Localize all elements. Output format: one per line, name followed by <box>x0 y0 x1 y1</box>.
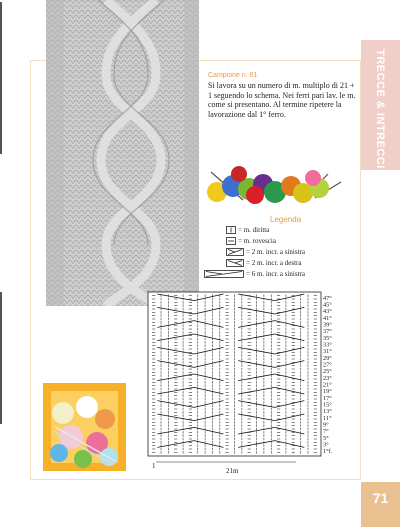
legend-item <box>200 236 350 246</box>
row-label: 31° <box>323 348 332 356</box>
legend-item <box>200 247 350 257</box>
row-label: 39° <box>323 321 332 329</box>
row-label: 35° <box>323 334 332 342</box>
row-label: 7° <box>323 428 329 436</box>
sample-title: Campione n. 61 <box>208 72 258 79</box>
page-number: 71 <box>372 490 389 506</box>
page-edge-bottom <box>0 292 2 424</box>
row-label: 15° <box>323 401 332 409</box>
chart-repeat-label: 21m <box>226 467 239 475</box>
legend-label: = 2 m. incr. a sinistra <box>246 248 305 256</box>
cross-2-right-icon <box>226 259 244 267</box>
legend-item <box>200 258 350 268</box>
yarn-basket-photo <box>43 383 126 471</box>
chart-row-labels <box>323 295 333 455</box>
row-label: 3° <box>323 441 329 449</box>
row-label: 13° <box>323 408 332 416</box>
legend-item <box>200 225 350 235</box>
legend-label: = m. rovescia <box>238 237 276 245</box>
row-label: 27° <box>323 361 332 369</box>
page-edge-top <box>0 2 2 154</box>
sample-description: Si lavora su un numero di m. multiplo di 21 + 1 seguendo lo schema. Nei ferri pari lav. le m. come si presentano. Al termine ripetere la lavorazione dal 1° ferro. <box>208 81 356 119</box>
chart-start-mark: 1 <box>152 462 156 470</box>
row-label: 25° <box>323 368 332 376</box>
row-label: 41° <box>323 314 332 322</box>
yarn-balls-illustration <box>203 162 343 204</box>
legend-label: = 6 m. incr. a sinistra <box>246 270 305 278</box>
row-label: 1°f. <box>323 448 333 456</box>
cross-2-left-icon <box>226 248 244 256</box>
row-label: 43° <box>323 308 332 316</box>
legend-item <box>200 269 350 279</box>
section-tab-label: TRECCE & INTRECCI <box>374 49 387 169</box>
row-label: 29° <box>323 354 332 362</box>
knitting-chart <box>146 290 358 475</box>
row-label: 47° <box>323 294 332 302</box>
cross-6-left-icon <box>204 270 244 278</box>
row-label: 23° <box>323 374 332 382</box>
legend-label: = m. diritta <box>238 226 270 234</box>
row-label: 19° <box>323 388 332 396</box>
row-label: 9° <box>323 421 329 429</box>
legend-title: Legenda <box>270 215 302 224</box>
row-label: 17° <box>323 394 332 402</box>
row-label: 11° <box>323 414 332 422</box>
purl-stitch-icon <box>226 237 236 245</box>
row-label: 21° <box>323 381 332 389</box>
row-label: 5° <box>323 434 329 442</box>
row-label: 45° <box>323 301 332 309</box>
knit-stitch-icon <box>226 226 236 234</box>
knit-swatch-photo <box>46 0 199 306</box>
row-label: 33° <box>323 341 332 349</box>
legend-label: = 2 m. incr. a destra <box>246 259 302 267</box>
row-label: 37° <box>323 328 332 336</box>
